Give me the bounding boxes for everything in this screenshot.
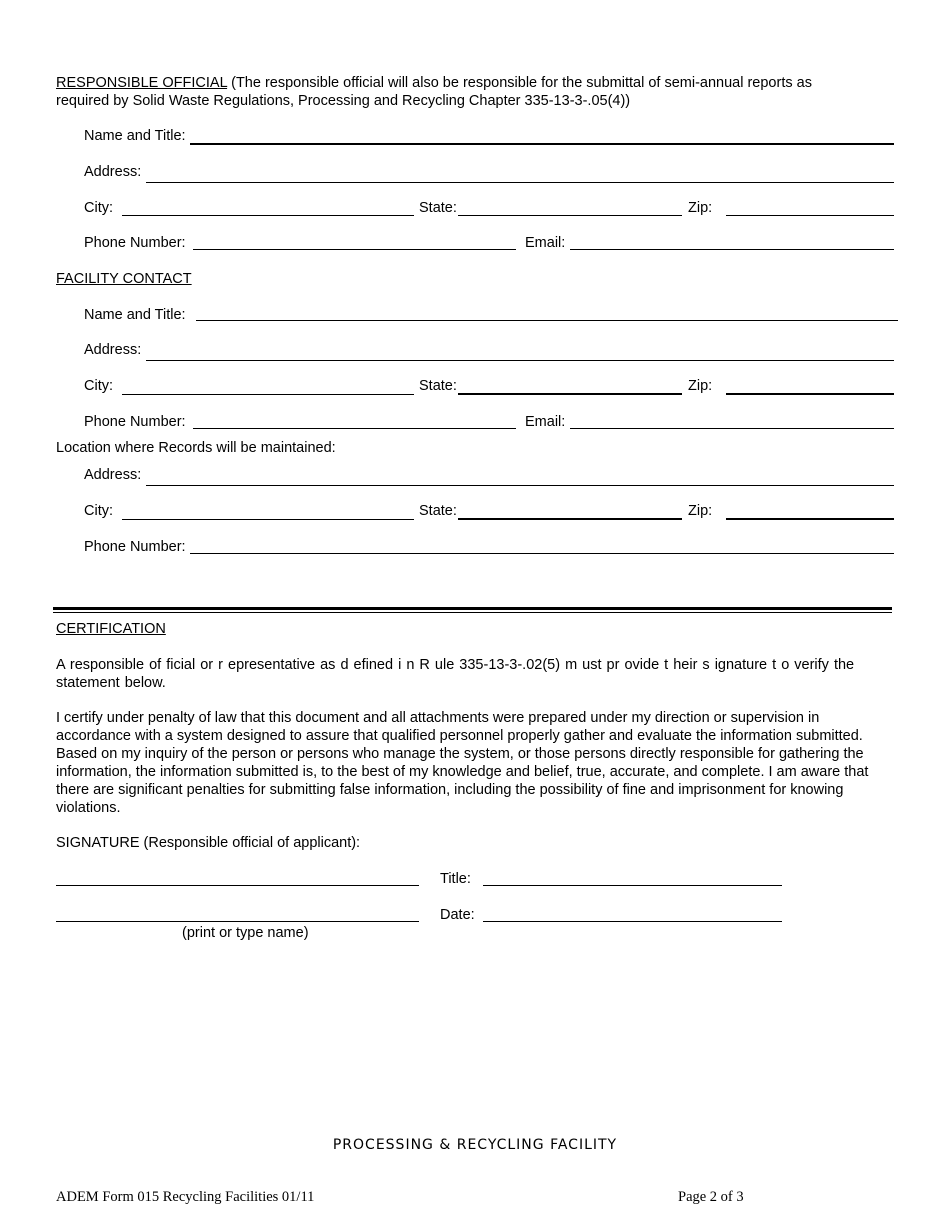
rl-city-label: City: <box>84 503 113 519</box>
rl-zip-field[interactable] <box>726 518 894 520</box>
ro-state-field[interactable] <box>458 215 682 216</box>
footer-page-number: Page 2 of 3 <box>678 1189 744 1205</box>
ro-name-title-label: Name and Title: <box>84 128 186 144</box>
fc-email-field[interactable] <box>570 428 894 429</box>
fc-phone-field[interactable] <box>193 428 516 429</box>
responsible-official-note-2: required by Solid Waste Regulations, Processing and Recycling Chapter 335-13-3-.05(4)) <box>56 93 631 109</box>
fc-city-label: City: <box>84 378 113 394</box>
ro-phone-field[interactable] <box>193 249 516 250</box>
certification-intro: A responsible of ficial or r epresentative as d efined i n R ule 335-13-3-.02(5) m ust pr ovide t heir s ignature t o verify the statement below. <box>56 657 855 691</box>
rl-phone-field[interactable] <box>190 553 894 554</box>
fc-state-field[interactable] <box>458 393 682 395</box>
fc-phone-label: Phone Number: <box>84 414 186 430</box>
facility-contact-heading: FACILITY CONTACT <box>56 271 192 287</box>
ro-city-label: City: <box>84 200 113 216</box>
ro-state-label: State: <box>419 200 457 216</box>
responsible-official-heading: RESPONSIBLE OFFICIAL <box>56 75 228 91</box>
ro-city-field[interactable] <box>122 215 414 216</box>
fc-city-field[interactable] <box>122 394 414 395</box>
rl-phone-label: Phone Number: <box>84 539 186 555</box>
print-name-field[interactable] <box>56 921 419 922</box>
responsible-official-heading-line <box>56 74 812 92</box>
rl-address-field[interactable] <box>146 485 894 486</box>
ro-address-field[interactable] <box>146 182 894 183</box>
date-label: Date: <box>440 907 475 923</box>
ro-email-field[interactable] <box>570 249 894 250</box>
rl-state-field[interactable] <box>458 518 682 520</box>
ro-email-label: Email: <box>525 235 566 251</box>
rl-state-label: State: <box>419 503 457 519</box>
rl-address-label: Address: <box>84 467 142 483</box>
rl-zip-label: Zip: <box>688 503 713 519</box>
signature-label: SIGNATURE (Responsible official of applicant): <box>56 835 361 851</box>
rl-city-field[interactable] <box>122 519 414 520</box>
fc-zip-label: Zip: <box>688 378 713 394</box>
fc-address-field[interactable] <box>146 360 894 361</box>
footer-form-id: ADEM Form 015 Recycling Facilities 01/11 <box>56 1189 315 1205</box>
fc-name-title-label: Name and Title: <box>84 307 186 323</box>
certification-statement: I certify under penalty of law that this document and all attachments were prepared under my direction or supervision in accordance with a system designed to assure that qualified personnel properly gather and evaluate the information submitted. Based on my inquiry of the person or persons who manage the system, or those persons directly responsible for gathering the information, the information submitted is, to the best of my knowledge and belief, true, accurate, and complete. I am aware that there are significant penalties for submitting false information, including the possibility of fine and imprisonment for knowing violations. <box>56 710 869 816</box>
fc-name-title-field[interactable] <box>196 320 898 321</box>
records-location-heading: Location where Records will be maintained: <box>56 440 336 456</box>
certification-heading: CERTIFICATION <box>56 621 166 637</box>
ro-name-title-field[interactable] <box>190 143 894 145</box>
fc-email-label: Email: <box>525 414 566 430</box>
responsible-official-note: (The responsible official will also be responsible for the submittal of semi-annual reports as <box>231 75 812 91</box>
footer-facility-title: PROCESSING & RECYCLING FACILITY <box>332 1137 618 1153</box>
title-field[interactable] <box>483 885 782 886</box>
ro-address-label: Address: <box>84 164 142 180</box>
fc-zip-field[interactable] <box>726 393 894 395</box>
ro-phone-label: Phone Number: <box>84 235 186 251</box>
ro-zip-field[interactable] <box>726 215 894 216</box>
print-name-label: (print or type name) <box>182 925 309 941</box>
ro-zip-label: Zip: <box>688 200 713 216</box>
signature-field[interactable] <box>56 885 419 886</box>
fc-state-label: State: <box>419 378 457 394</box>
date-field[interactable] <box>483 921 782 922</box>
title-label: Title: <box>440 871 471 887</box>
fc-address-label: Address: <box>84 342 142 358</box>
